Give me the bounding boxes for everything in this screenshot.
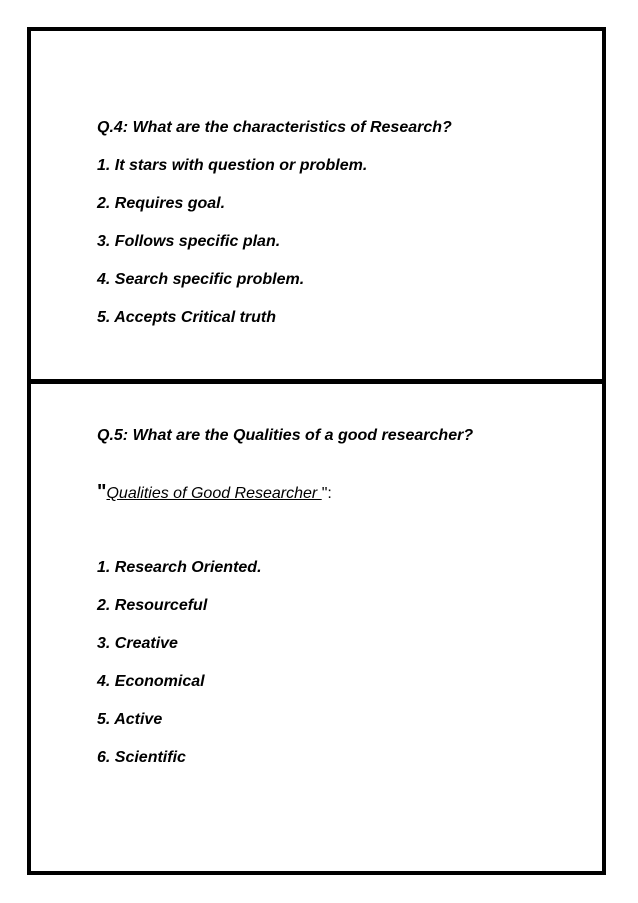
q5-item-5: 5. Active	[97, 711, 163, 728]
q5-item-3: 3. Creative	[97, 635, 178, 652]
q4-item-1: 1. It stars with question or problem.	[97, 157, 368, 174]
subheading-close-quote: ":	[321, 485, 332, 502]
qualities-subheading	[97, 482, 577, 504]
q4-item-3: 3. Follows specific plan.	[97, 233, 281, 250]
subheading-underlined-text: Qualities of Good Researcher	[106, 485, 322, 502]
q5-item-2: 2. Resourceful	[97, 597, 208, 614]
q5-item-4: 4. Economical	[97, 673, 205, 690]
section-divider	[27, 379, 606, 384]
q5-item-1: 1. Research Oriented.	[97, 559, 262, 576]
question-5-heading: Q.5: What are the Qualities of a good researcher?	[97, 427, 474, 444]
question-4-heading: Q.4: What are the characteristics of Research?	[97, 119, 452, 136]
q4-item-4: 4. Search specific problem.	[97, 271, 305, 288]
question-5-section	[97, 426, 577, 786]
q5-item-6: 6. Scientific	[97, 749, 186, 766]
question-4-section	[97, 118, 577, 346]
q4-item-5: 5. Accepts Critical truth	[97, 309, 277, 326]
q4-item-2: 2. Requires goal.	[97, 195, 226, 212]
subheading-open-quote: "	[97, 481, 107, 503]
